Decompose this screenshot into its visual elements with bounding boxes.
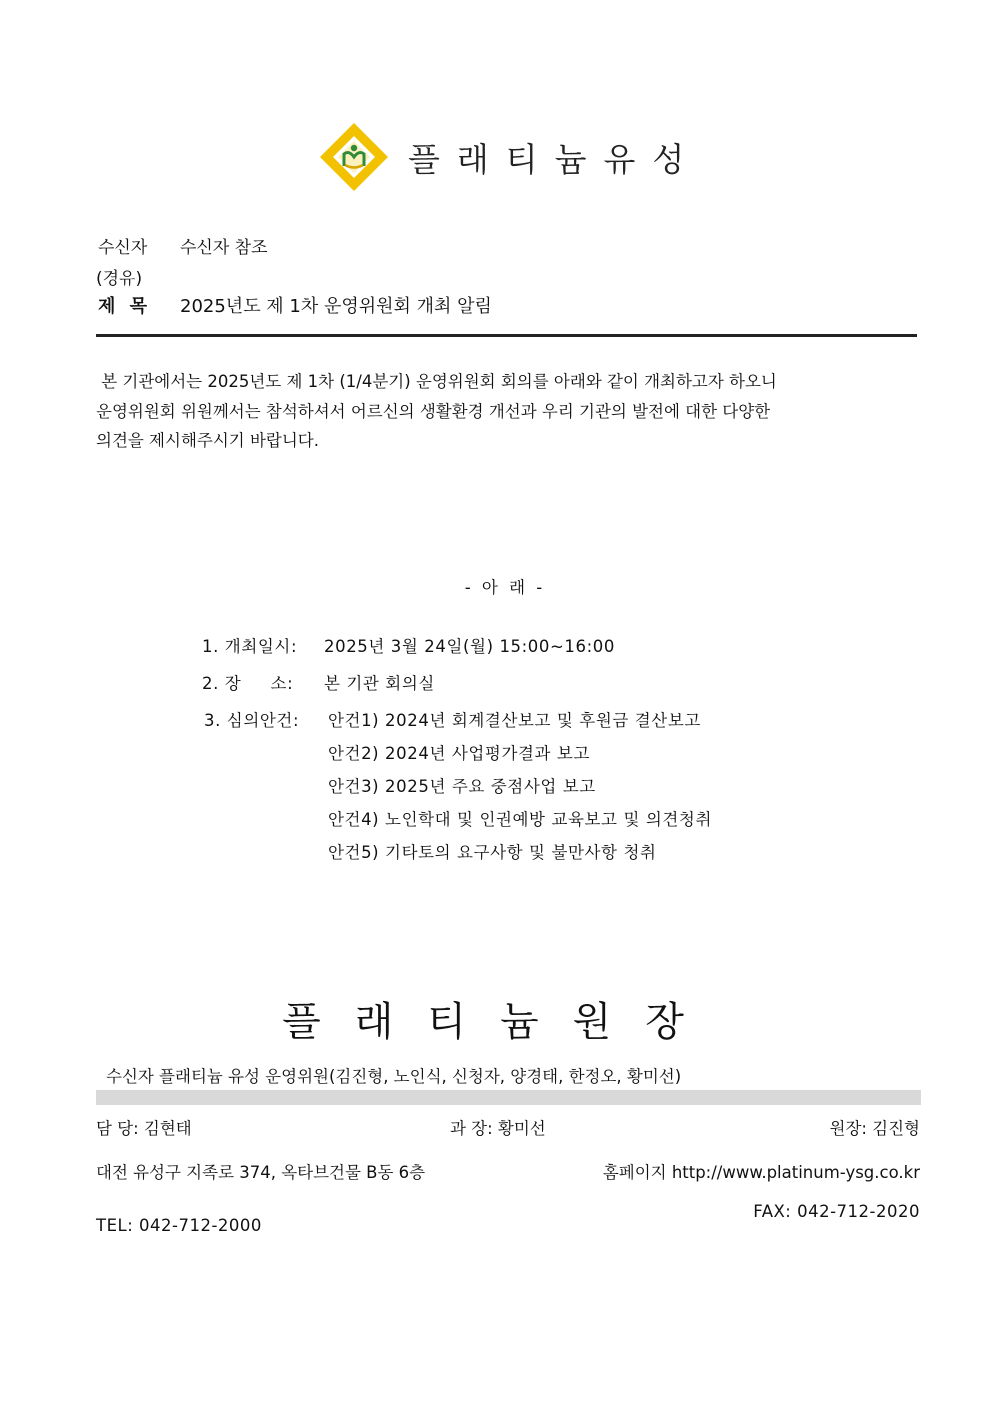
agenda-item: 안건3) 2025년 주요 중점사업 보고 xyxy=(328,777,596,796)
via-label: (경유) xyxy=(96,269,143,289)
footer-divider xyxy=(96,1090,921,1105)
recipient-label: 수신자 xyxy=(98,238,148,258)
fax-number: FAX: 042-712-2020 xyxy=(753,1202,920,1221)
body-line: 운영위원회 위원께서는 참석하셔서 어르신의 생활환경 개선과 우리 기관의 발전에 대한 다양한 xyxy=(96,401,771,421)
organization-name: 플래티늄유성 xyxy=(408,140,702,179)
date-label: 1. 개최일시: xyxy=(202,637,298,656)
section-manager: 과 장: 황미선 xyxy=(450,1119,546,1138)
place-label: 2. 장 소: xyxy=(202,674,294,693)
subject-label: 제 목 xyxy=(98,296,152,317)
address: 대전 유성구 지족로 374, 옥타브건물 B동 6층 xyxy=(96,1163,426,1182)
date-value: 2025년 3월 24일(월) 15:00~16:00 xyxy=(324,637,615,656)
place-value: 본 기관 회의실 xyxy=(324,674,435,693)
recipient-value: 수신자 참조 xyxy=(180,238,268,258)
tel-number: TEL: 042-712-2000 xyxy=(96,1216,262,1235)
body-line: 의견을 제시해주시기 바랍니다. xyxy=(96,431,319,450)
agenda-item: 안건4) 노인학대 및 인권예방 교육보고 및 의견청취 xyxy=(328,810,712,829)
director: 원장: 김진형 xyxy=(829,1119,920,1138)
staff-in-charge: 담 당: 김현태 xyxy=(96,1119,192,1138)
agenda-item: 안건1) 2024년 회계결산보고 및 후원금 결산보고 xyxy=(328,711,701,730)
agenda-item: 안건5) 기타토의 요구사항 및 불만사항 청취 xyxy=(328,843,657,862)
agenda-item: 안건2) 2024년 사업평가결과 보고 xyxy=(328,744,590,763)
header-divider xyxy=(96,334,917,337)
body-paragraph xyxy=(96,367,920,456)
agenda-label: 3. 심의안건: xyxy=(204,711,300,730)
platinum-yuseong-logo xyxy=(318,121,390,193)
cc-recipients: 수신자 플래티늄 유성 운영위원(김진형, 노인식, 신청자, 양경태, 한정오, 황미선) xyxy=(106,1067,682,1086)
body-line: 본 기관에서는 2025년도 제 1차 (1/4분기) 운영위원회 회의를 아래와 같이 개최하고자 하오니 xyxy=(96,372,777,391)
subject-value: 2025년도 제 1차 운영위원회 개최 알림 xyxy=(180,296,492,317)
homepage-link[interactable]: 홈페이지 http://www.platinum-ysg.co.kr xyxy=(602,1163,920,1182)
signature-title: 플래티늄원장 xyxy=(282,999,718,1045)
below-heading: - 아 래 - xyxy=(464,578,546,597)
